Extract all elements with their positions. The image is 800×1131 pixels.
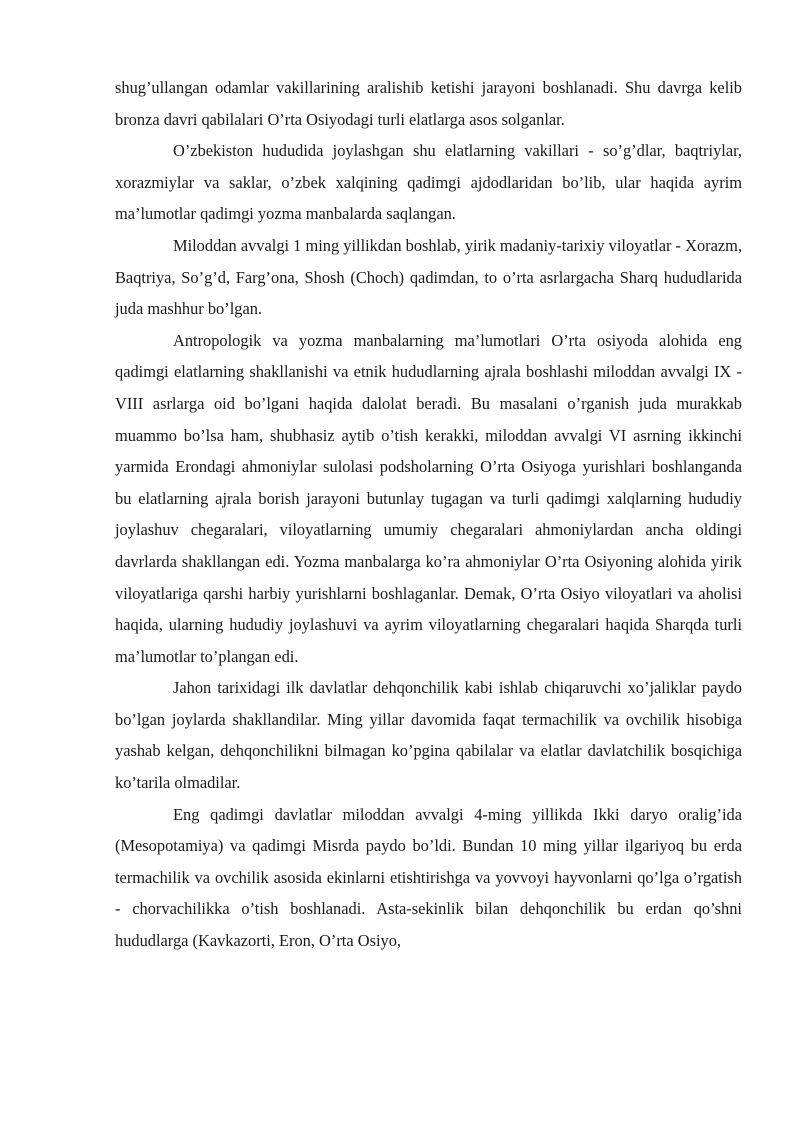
paragraph-6: Eng qadimgi davlatlar miloddan avvalgi 4-ming yillikda Ikki daryo oralig’ida (Mesopotamiya) va qadimgi Misrda paydo bo’ldi. Bundan 10 ming yillar ilgariyoq bu erda termachilik va ovchilik asosida ekinlarni etishtirishga va yovvoyi hayvonlarni qo’lga o’rgatish - chorvachilikka o’tish boshlanadi. Asta-sekinlik bilan dehqonchilik bu erdan qo’shni hududlarga (Kavkazorti, Eron, O’rta Osiyo, <box>115 804 742 951</box>
body-text <box>115 72 742 957</box>
paragraph-3: Miloddan avvalgi 1 ming yillikdan boshlab, yirik madaniy-tarixiy viloyatlar - Xorazm, Baqtriya, So’g’d, Farg’ona, Shosh (Choch) qadimdan, to o’rta asrlargacha Sharq hududlarida juda mashhur bo’lgan. <box>115 235 742 319</box>
paragraph-1: shug’ullangan odamlar vakillarining aralishib ketishi jarayoni boshlanadi. Shu davrga kelib bronza davri qabilalari O’rta Osiyodagi turli elatlarga asos solganlar. <box>115 78 742 129</box>
paragraph-5: Jahon tarixidagi ilk davlatlar dehqonchilik kabi ishlab chiqaruvchi xo’jaliklar paydo bo’lgan joylarda shakllandilar. Ming yillar davomida faqat termachilik va ovchilik hisobiga yashab kelgan, dehqonchilikni bilmagan ko’pgina qabilalar va elatlar davlatchilik bosqichiga ko’tarila olmadilar. <box>115 678 742 793</box>
paragraph-2: O’zbekiston hududida joylashgan shu elatlarning vakillari - so’g’dlar, baqtriylar, xorazmiylar va saklar, o’zbek xalqining qadimgi ajdodlaridan bo’lib, ular haqida ayrim ma’lumotlar qadimgi yozma manbalarda saqlangan. <box>115 141 742 224</box>
paragraph-4: Antropologik va yozma manbalarning ma’lumotlari O’rta osiyoda alohida eng qadimgi elatlarning shakllanishi va etnik hududlarning ajrala boshlashi miloddan avvalgi IX - VIII asrlarga oid bo’lgani haqida dalolat beradi. Bu masalani o’rganish juda murakkab muammo bo’lsa ham, shubhasiz aytib o’tish kerakki, miloddan avvalgi VI asrning ikkinchi yarmida Erondagi ahmoniylar sulolasi podsholarning O’rta Osiyoga yurishlari boshlanganda bu elatlarning ajrala borish jarayoni butunlay tugagan va turli qadimgi xalqlarning hududiy joylashuv chegaralari, viloyatlarning umumiy chegaralari ahmoniylardan ancha oldingi davrlarda shakllangan edi. Yozma manbalarga ko’ra ahmoniylar O’rta Osiyoning alohida yirik viloyatlariga qarshi harbiy yurishlarni boshlaganlar. Demak, O’rta Osiyo viloyatlari va aholisi haqida, ularning hududiy joylashuvi va ayrim viloyatlarning chegaralari haqida Sharqda turli ma’lumotlar to’plangan edi. <box>115 330 742 666</box>
